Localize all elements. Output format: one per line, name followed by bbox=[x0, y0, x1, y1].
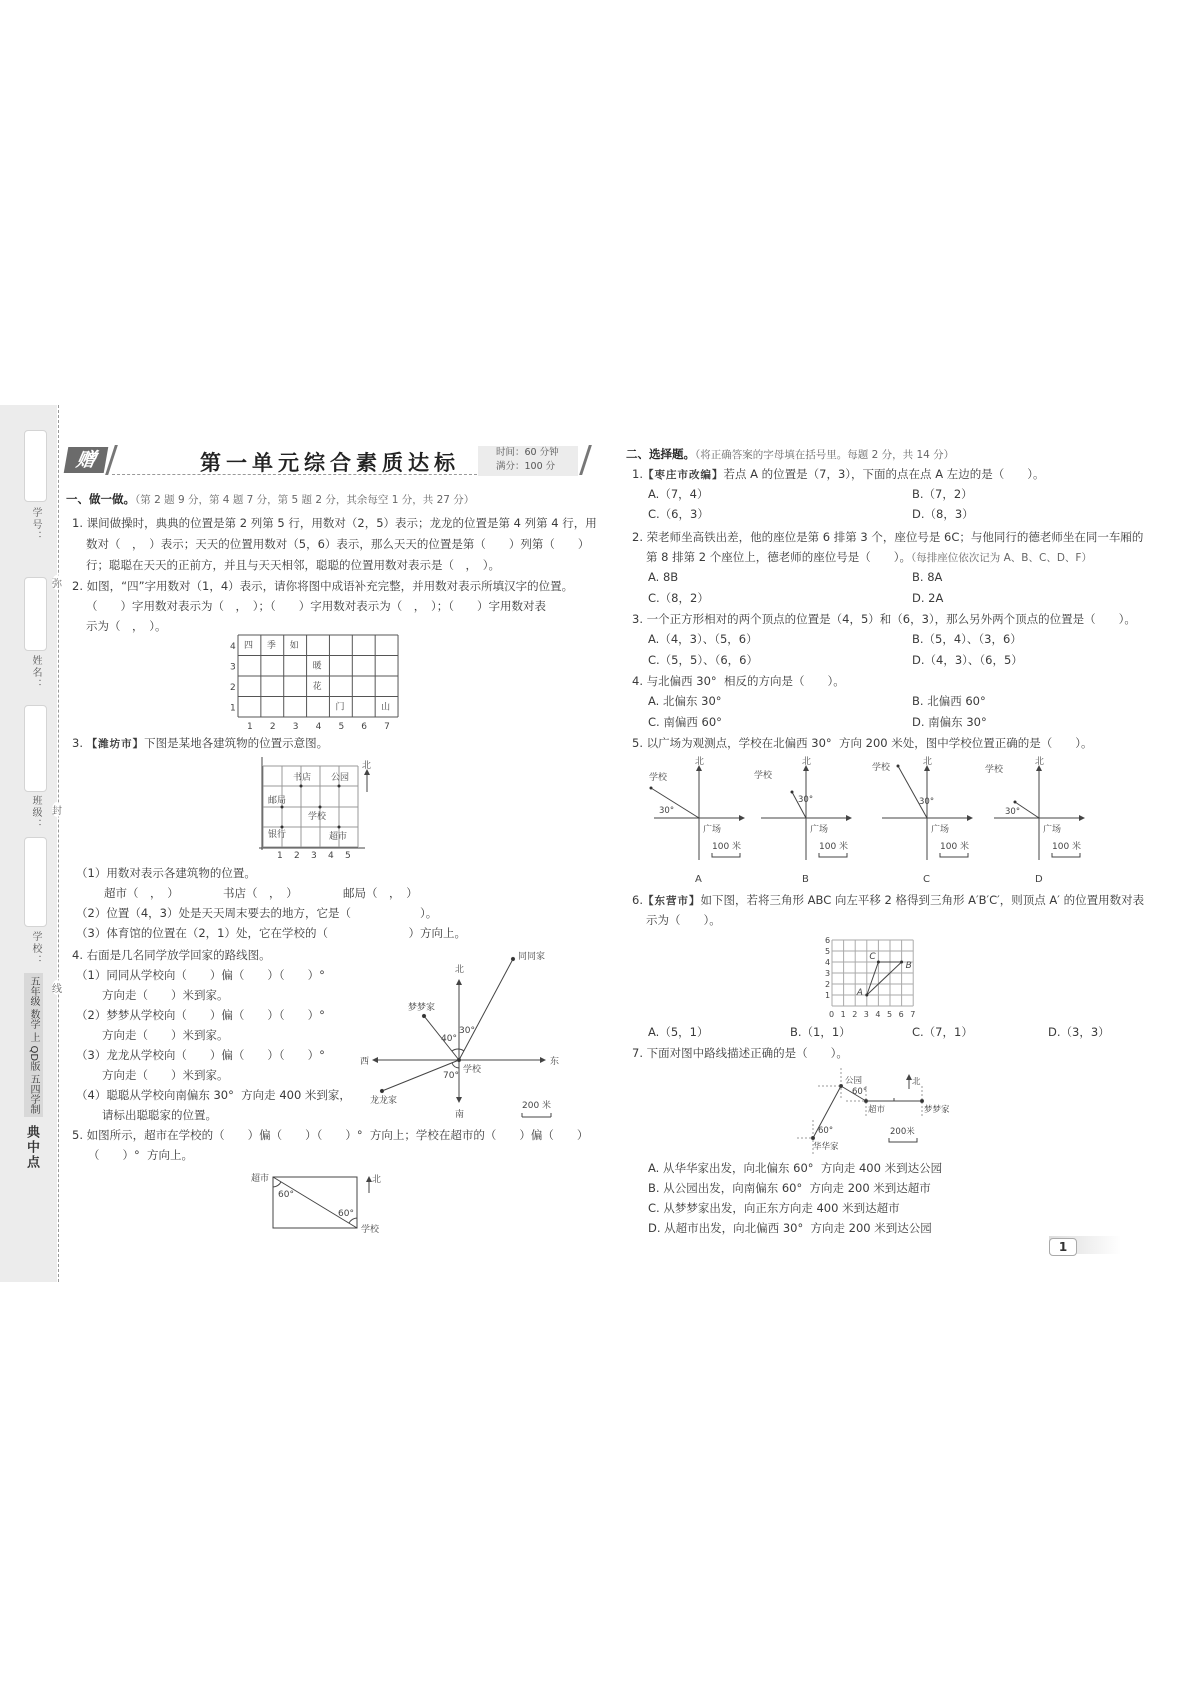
angle-label: 60° bbox=[852, 1087, 868, 1097]
question-text: 示为（ ， ）。 bbox=[86, 619, 167, 633]
label: 东 bbox=[550, 1057, 560, 1067]
school-label: 学校 bbox=[649, 773, 668, 783]
diagonal bbox=[273, 1177, 357, 1228]
option[interactable]: D. 南偏东 30° bbox=[912, 715, 987, 729]
vertex-label: B bbox=[905, 961, 912, 971]
question-text: 7. 下面对图中路线描述正确的是（ ）。 bbox=[632, 1046, 848, 1060]
label: 北 bbox=[455, 965, 465, 975]
option[interactable]: C. 从梦梦家出发，向正东方向走 400 米到达超市 bbox=[648, 1201, 900, 1215]
brand-logo: 典中点 bbox=[24, 1125, 39, 1170]
option[interactable]: D.（3，3） bbox=[1048, 1025, 1110, 1039]
grid-char: 花 bbox=[312, 682, 322, 692]
square-label: 广场 bbox=[810, 825, 829, 835]
sub-question: 方向走（ ）米到家。 bbox=[102, 1068, 229, 1082]
grid-char: 如 bbox=[289, 641, 299, 651]
idiom-grid bbox=[230, 635, 398, 732]
answer-blank: 书店（ ， ） bbox=[223, 886, 298, 900]
option[interactable]: C. 南偏西 60° bbox=[648, 715, 722, 729]
school-point bbox=[1014, 801, 1017, 804]
option[interactable]: B.（7，2） bbox=[912, 487, 973, 501]
col-label: 6 bbox=[361, 722, 368, 732]
page-title: 第一单元综合素质达标 bbox=[200, 451, 460, 475]
angle-label: 30° bbox=[798, 795, 814, 805]
north-label: 北 bbox=[362, 761, 372, 771]
question-text: 2. 荣老师坐高铁出差，他的座位是第 6 排第 3 个，座位号是 6C；与他同行的德老师坐在同一车厢的 bbox=[632, 530, 1144, 544]
label: 学校 bbox=[463, 1065, 482, 1075]
scale-bar bbox=[1052, 853, 1080, 857]
row-label: 3 bbox=[230, 662, 236, 673]
square-label: 广场 bbox=[931, 825, 950, 835]
scale-bar bbox=[712, 853, 740, 857]
question-body: 第 8 排第 2 个座位上，德老师的座位号是（ ）。 bbox=[646, 550, 912, 564]
angle-label: 60° bbox=[278, 1190, 294, 1200]
north-label: 北 bbox=[923, 757, 933, 767]
place-label: 学校 bbox=[308, 812, 327, 822]
route-map bbox=[797, 1068, 950, 1155]
label: 梦梦家 bbox=[924, 1105, 950, 1115]
seal-char: 封 bbox=[52, 802, 62, 817]
triangle-grid bbox=[825, 936, 915, 1019]
edition-label: 五年级 数学 上 QD版 五四学制 bbox=[24, 973, 43, 1117]
scale-label: 100 米 bbox=[1052, 842, 1082, 852]
point bbox=[457, 1058, 460, 1061]
scale-label: 200米 bbox=[890, 1127, 915, 1137]
x-tick: 5 bbox=[887, 1010, 893, 1019]
col-label: 5 bbox=[338, 722, 345, 732]
seal-char: 线 bbox=[52, 980, 62, 995]
option[interactable]: D.（4，3）、（6，5） bbox=[912, 653, 1023, 667]
option[interactable]: B. 8A bbox=[912, 570, 943, 584]
scale-label: 200 米 bbox=[522, 1101, 552, 1111]
row-label: 4 bbox=[230, 642, 236, 652]
section-title: 一、做一做。 bbox=[66, 492, 135, 506]
label: 南 bbox=[455, 1110, 465, 1120]
question-text: 1. 课间做操时，典典的位置是第 2 列第 5 行，用数对（2，5）表示；龙龙的位置是第 4 列第 4 行，用 bbox=[72, 516, 597, 530]
x-tick: 4 bbox=[875, 1010, 881, 1019]
option[interactable]: C.（6，3） bbox=[648, 507, 709, 521]
x-tick: 2 bbox=[294, 851, 300, 861]
question-text: 3. 一个正方形相对的两个顶点的位置是（4，5）和（6，3），那么另外两个顶点的位置是（ ）。 bbox=[632, 612, 1136, 626]
question-text: 示为（ ）。 bbox=[646, 913, 721, 927]
x-tick: 5 bbox=[345, 851, 351, 861]
angle-arc bbox=[452, 1063, 459, 1068]
page-number: 1 bbox=[1049, 1238, 1077, 1256]
name-label: 姓名： bbox=[30, 655, 41, 691]
north-label: 北 bbox=[695, 757, 705, 767]
scale-label: 100 米 bbox=[940, 842, 970, 852]
school-label: 学校： bbox=[30, 931, 41, 967]
y-tick: 2 bbox=[825, 980, 831, 989]
north-label: 北 bbox=[802, 757, 812, 767]
answer-blank: 邮局（ ， ） bbox=[343, 886, 418, 900]
option[interactable]: C.（8，2） bbox=[648, 591, 709, 605]
question-text: 5. 以广场为观测点，学校在北偏西 30° 方向 200 米处，图中学校位置正确的是（ ）。 bbox=[632, 736, 1093, 750]
school-point bbox=[897, 765, 900, 768]
option[interactable]: A.（5，1） bbox=[648, 1025, 709, 1039]
scale-bar bbox=[889, 1138, 917, 1142]
section-note: （第 2 题 9 分，第 4 题 7 分，第 5 题 2 分，其余每空 1 分，共 27 分） bbox=[135, 494, 475, 506]
x-tick: 3 bbox=[863, 1010, 869, 1019]
sub-question: （3）龙龙从学校向（ ）偏（ ）（ ）° bbox=[76, 1048, 325, 1062]
place-label: 邮局 bbox=[268, 796, 287, 806]
angle-label: 30° bbox=[659, 806, 675, 816]
option[interactable]: B.（1，1） bbox=[790, 1025, 851, 1039]
x-tick: 2 bbox=[852, 1010, 858, 1019]
scale-label: 100 米 bbox=[712, 842, 742, 852]
scale-label: 100 米 bbox=[819, 842, 849, 852]
x-tick: 3 bbox=[311, 851, 317, 861]
x-tick: 1 bbox=[840, 1010, 846, 1019]
option[interactable]: A. 8B bbox=[648, 570, 679, 584]
place-point bbox=[338, 785, 341, 788]
angle-label: 70° bbox=[443, 1071, 459, 1081]
north-label: 北 bbox=[1035, 757, 1045, 767]
vertex bbox=[865, 994, 868, 997]
school-label: 学校 bbox=[985, 765, 1004, 775]
student-number-label: 学号： bbox=[30, 507, 41, 543]
option[interactable]: B.（5，4）、（3，6） bbox=[912, 632, 1022, 646]
scale-bar bbox=[940, 853, 968, 857]
question-number: 1. bbox=[632, 467, 643, 481]
angle-label: 30° bbox=[459, 1026, 475, 1036]
col-label: 1 bbox=[247, 722, 253, 732]
option-label: B bbox=[802, 874, 809, 885]
grid-char: 季 bbox=[266, 641, 276, 651]
place-label: 公园 bbox=[331, 773, 350, 783]
class-label: 班级： bbox=[30, 795, 41, 831]
place-label: 银行 bbox=[268, 830, 287, 840]
grid-char: 四 bbox=[244, 641, 254, 651]
option[interactable]: D.（8，3） bbox=[912, 507, 974, 521]
option-diagrams bbox=[649, 755, 1084, 885]
source-tag: 【枣庄市改编】 bbox=[642, 469, 724, 481]
question-text: 4. 右面是几名同学放学回家的路线图。 bbox=[72, 948, 271, 962]
question-text: （ ）° 方向上。 bbox=[88, 1148, 194, 1162]
place-label: 超市 bbox=[329, 832, 348, 842]
option[interactable]: A.（4，3）、（5，6） bbox=[648, 632, 758, 646]
square-label: 广场 bbox=[1043, 825, 1062, 835]
option[interactable]: B. 从公园出发，向南偏东 60° 方向走 200 米到达超市 bbox=[648, 1181, 931, 1195]
option-label: C bbox=[923, 874, 930, 885]
question-note: （每排座位依次记为 A、B、C、D、F） bbox=[911, 552, 1092, 564]
option[interactable]: A. 北偏东 30° bbox=[648, 694, 722, 708]
time-limit: 时间：60 分钟 bbox=[496, 447, 559, 458]
vertex-label: C bbox=[869, 952, 876, 962]
label: 龙龙家 bbox=[370, 1096, 398, 1106]
section-note: （将正确答案的字母填在括号里。每题 2 分，共 14 分） bbox=[695, 449, 955, 461]
question-text: 数对（ ， ）表示；天天的位置用数对（5，6）表示，那么天天的位置是第（ ）列第（ ） bbox=[86, 537, 590, 551]
place-point bbox=[281, 826, 284, 829]
route-tongtong bbox=[459, 959, 513, 1060]
school-label: 学校 bbox=[754, 771, 773, 781]
label: 梦梦家 bbox=[408, 1003, 436, 1013]
question-text: 2. 如图，“四”字用数对（1，4）表示，请你将图中成语补充完整，并用数对表示所填汉字的位置。 bbox=[72, 579, 574, 593]
label: 超市 bbox=[251, 1174, 270, 1184]
school-point bbox=[650, 787, 653, 790]
option-label: D bbox=[1035, 874, 1043, 885]
y-tick: 5 bbox=[825, 947, 831, 956]
square-label: 广场 bbox=[703, 825, 722, 835]
grid-char: 暖 bbox=[312, 661, 322, 672]
label: 学校 bbox=[361, 1225, 380, 1235]
source-tag: 【东营市】 bbox=[642, 895, 701, 907]
option[interactable]: A.（7，4） bbox=[648, 487, 709, 501]
x-tick: 0 bbox=[829, 1010, 835, 1019]
scale-bar bbox=[819, 853, 847, 857]
sub-question: 方向走（ ）米到家。 bbox=[102, 1028, 229, 1042]
question-body: 若点 A 的位置是（7，3），下面的点在点 A 左边的是（ ）。 bbox=[723, 467, 1045, 481]
sub-question: （1）用数对表示各建筑物的位置。 bbox=[76, 866, 256, 880]
option[interactable]: D. 从超市出发，向北偏西 30° 方向走 200 米到达公园 bbox=[648, 1221, 932, 1235]
label: 超市 bbox=[868, 1105, 886, 1115]
question-number: 6. bbox=[632, 893, 643, 907]
place-point bbox=[338, 826, 341, 829]
sub-question: （3）体育馆的位置在（2，1）处，它在学校的（ ）方向上。 bbox=[76, 926, 466, 940]
place-point bbox=[319, 806, 322, 809]
y-tick: 3 bbox=[825, 969, 831, 978]
point bbox=[511, 957, 514, 960]
question-body: 下图是某地各建筑物的位置示意图。 bbox=[144, 736, 329, 750]
point bbox=[422, 1014, 425, 1017]
school-line bbox=[898, 766, 927, 818]
y-tick: 1 bbox=[825, 991, 831, 1000]
angle-label: 60° bbox=[338, 1209, 354, 1219]
grid-char: 山 bbox=[381, 702, 391, 713]
x-tick: 4 bbox=[328, 851, 334, 861]
angle-arc bbox=[273, 1182, 281, 1187]
place-point bbox=[300, 785, 303, 788]
school-point bbox=[791, 791, 794, 794]
angle-label: 40° bbox=[441, 1034, 457, 1044]
sub-question: （4）聪聪从学校向南偏东 30° 方向走 400 米到家， bbox=[76, 1088, 351, 1102]
sub-question: 方向走（ ）米到家。 bbox=[102, 988, 229, 1002]
section-title: 二、选择题。 bbox=[626, 447, 695, 461]
seal-char: 弥 bbox=[52, 575, 62, 590]
x-tick: 6 bbox=[898, 1010, 904, 1019]
option[interactable]: B. 北偏西 60° bbox=[912, 694, 986, 708]
label: 北 bbox=[372, 1175, 382, 1185]
option[interactable]: C.（7，1） bbox=[912, 1025, 973, 1039]
col-label: 3 bbox=[292, 722, 299, 732]
school-label: 学校 bbox=[872, 763, 891, 773]
point bbox=[380, 1089, 383, 1092]
question-body: 如下图，若将三角形 ABC 向左平移 2 格得到三角形 A′B′C′，则顶点 A′ 的位置用数对表 bbox=[700, 893, 1145, 907]
sub-question: （2）位置（4，3）处是天天周末要去的地方，它是（ ）。 bbox=[76, 906, 438, 920]
vertex-label: A bbox=[856, 988, 863, 998]
label: 公园 bbox=[845, 1076, 863, 1086]
vertex bbox=[877, 961, 880, 964]
label: 华华家 bbox=[813, 1142, 839, 1152]
col-label: 2 bbox=[269, 722, 276, 732]
col-label: 7 bbox=[384, 722, 390, 732]
row-label: 2 bbox=[230, 683, 236, 693]
building-map bbox=[259, 757, 371, 861]
answer-blank: 超市（ ， ） bbox=[104, 886, 179, 900]
angle-label: 60° bbox=[818, 1126, 834, 1136]
gift-badge: 赠 bbox=[64, 447, 109, 473]
x-tick: 1 bbox=[277, 851, 283, 861]
sub-question: 请标出聪聪家的位置。 bbox=[102, 1108, 217, 1122]
place-label: 书店 bbox=[293, 773, 312, 783]
angle-arc bbox=[452, 1049, 464, 1051]
y-tick: 6 bbox=[825, 936, 831, 945]
route-diagram bbox=[360, 950, 559, 1120]
market-school-diagram bbox=[251, 1172, 381, 1235]
angle-label: 30° bbox=[919, 797, 935, 807]
option-label: A bbox=[695, 874, 702, 885]
question-text: 5. 如图所示，超市在学校的（ ）偏（ ）（ ）° 方向上；学校在超市的（ ）偏（ ） bbox=[72, 1128, 589, 1142]
label: 北 bbox=[912, 1077, 921, 1087]
question-text: 行；聪聪在天天的正前方，并且与天天相邻，聪聪的位置用数对表示是（ ， ）。 bbox=[86, 558, 500, 572]
question-text: （ ）字用数对表示为（ ， ）；（ ）字用数对表示为（ ， ）；（ ）字用数对表 bbox=[86, 599, 546, 613]
question-text: 3. 【潍坊市】下图是某地各建筑物的位置示意图。 bbox=[72, 736, 329, 750]
angle-label: 30° bbox=[1005, 807, 1021, 817]
option[interactable]: A. 从华华家出发，向北偏东 60° 方向走 400 米到达公园 bbox=[648, 1161, 943, 1175]
vertex bbox=[900, 961, 903, 964]
label: 同同家 bbox=[518, 952, 546, 962]
col-label: 4 bbox=[315, 722, 322, 732]
sub-question: （1）同同从学校向（ ）偏（ ）（ ）° bbox=[76, 968, 325, 982]
row-label: 1 bbox=[230, 703, 236, 714]
question-text: 4. 与北偏西 30° 相反的方向是（ ）。 bbox=[632, 674, 845, 688]
full-score: 满分：100 分 bbox=[496, 461, 556, 472]
y-tick: 4 bbox=[825, 958, 831, 967]
option[interactable]: C.（5，5）、（6，6） bbox=[648, 653, 758, 667]
triangle-abc bbox=[867, 962, 902, 995]
option[interactable]: D. 2A bbox=[912, 591, 944, 605]
source-tag: 【潍坊市】 bbox=[86, 738, 145, 750]
grid-char: 门 bbox=[335, 702, 345, 713]
sub-question: （2）梦梦从学校向（ ）偏（ ）（ ）° bbox=[76, 1008, 325, 1022]
x-tick: 7 bbox=[910, 1010, 916, 1019]
label: 西 bbox=[360, 1057, 370, 1067]
